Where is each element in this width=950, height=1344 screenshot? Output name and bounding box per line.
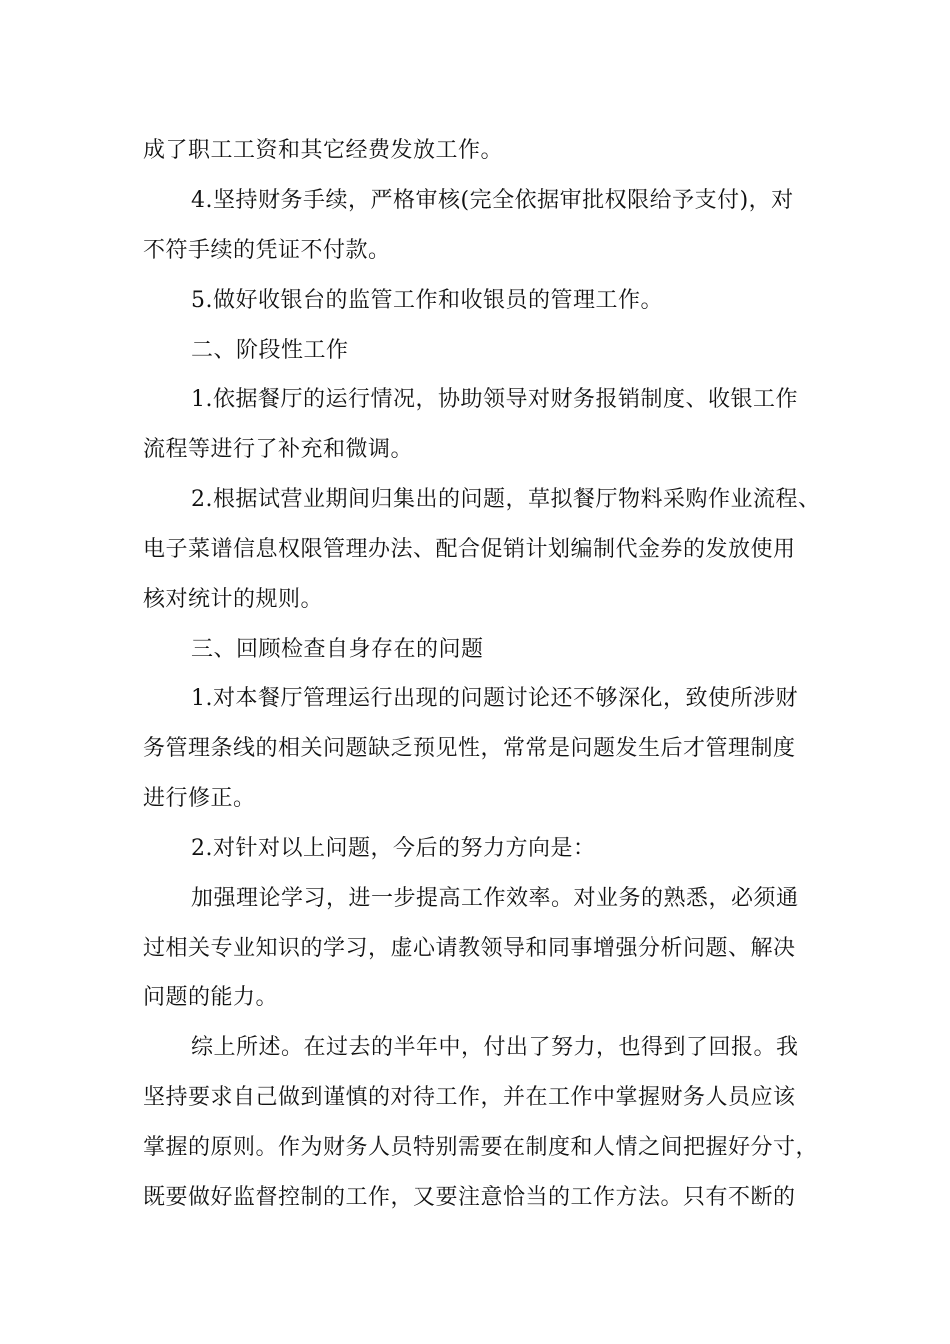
text-line: 4.坚持财务手续，严格审核(完全依据审批权限给予支付)，对 <box>191 188 794 213</box>
section-heading: 二、阶段性工作 <box>191 338 349 363</box>
text-line: 坚持要求自己做到谨慎的对待工作，并在工作中掌握财务人员应该 <box>143 1085 796 1110</box>
text-line: 1.对本餐厅管理运行出现的问题讨论还不够深化，致使所涉财 <box>191 686 798 711</box>
text-line: 核对统计的规则。 <box>143 587 324 612</box>
text-line: 2.根据试营业期间归集出的问题，草拟餐厅物料采购作业流程、 <box>191 487 821 512</box>
text-line: 综上所述。在过去的半年中，付出了努力，也得到了回报。我 <box>191 1035 799 1060</box>
text-line: 5.做好收银台的监管工作和收银员的管理工作。 <box>191 288 663 313</box>
text-line: 不符手续的凭证不付款。 <box>143 238 391 263</box>
text-line: 进行修正。 <box>143 786 256 811</box>
text-line: 务管理条线的相关问题缺乏预见性，常常是问题发生后才管理制度 <box>143 736 796 761</box>
text-line: 掌握的原则。作为财务人员特别需要在制度和人情之间把握好分寸， <box>143 1135 819 1160</box>
text-line: 问题的能力。 <box>143 985 279 1010</box>
text-line: 过相关专业知识的学习，虚心请教领导和同事增强分析问题、解决 <box>143 936 796 961</box>
text-line: 1.依据餐厅的运行情况，协助领导对财务报销制度、收银工作 <box>191 387 798 412</box>
text-line: 电子菜谱信息权限管理办法、配合促销计划编制代金券的发放使用 <box>143 537 796 562</box>
text-line: 流程等进行了补充和微调。 <box>143 437 414 462</box>
text-line: 2.对针对以上问题，今后的努力方向是： <box>191 836 596 861</box>
section-heading: 三、回顾检查自身存在的问题 <box>191 637 484 662</box>
text-line: 既要做好监督控制的工作，又要注意恰当的工作方法。只有不断的 <box>143 1185 796 1210</box>
text-line: 成了职工工资和其它经费发放工作。 <box>143 138 504 163</box>
text-line: 加强理论学习，进一步提高工作效率。对业务的熟悉，必须通 <box>191 886 799 911</box>
